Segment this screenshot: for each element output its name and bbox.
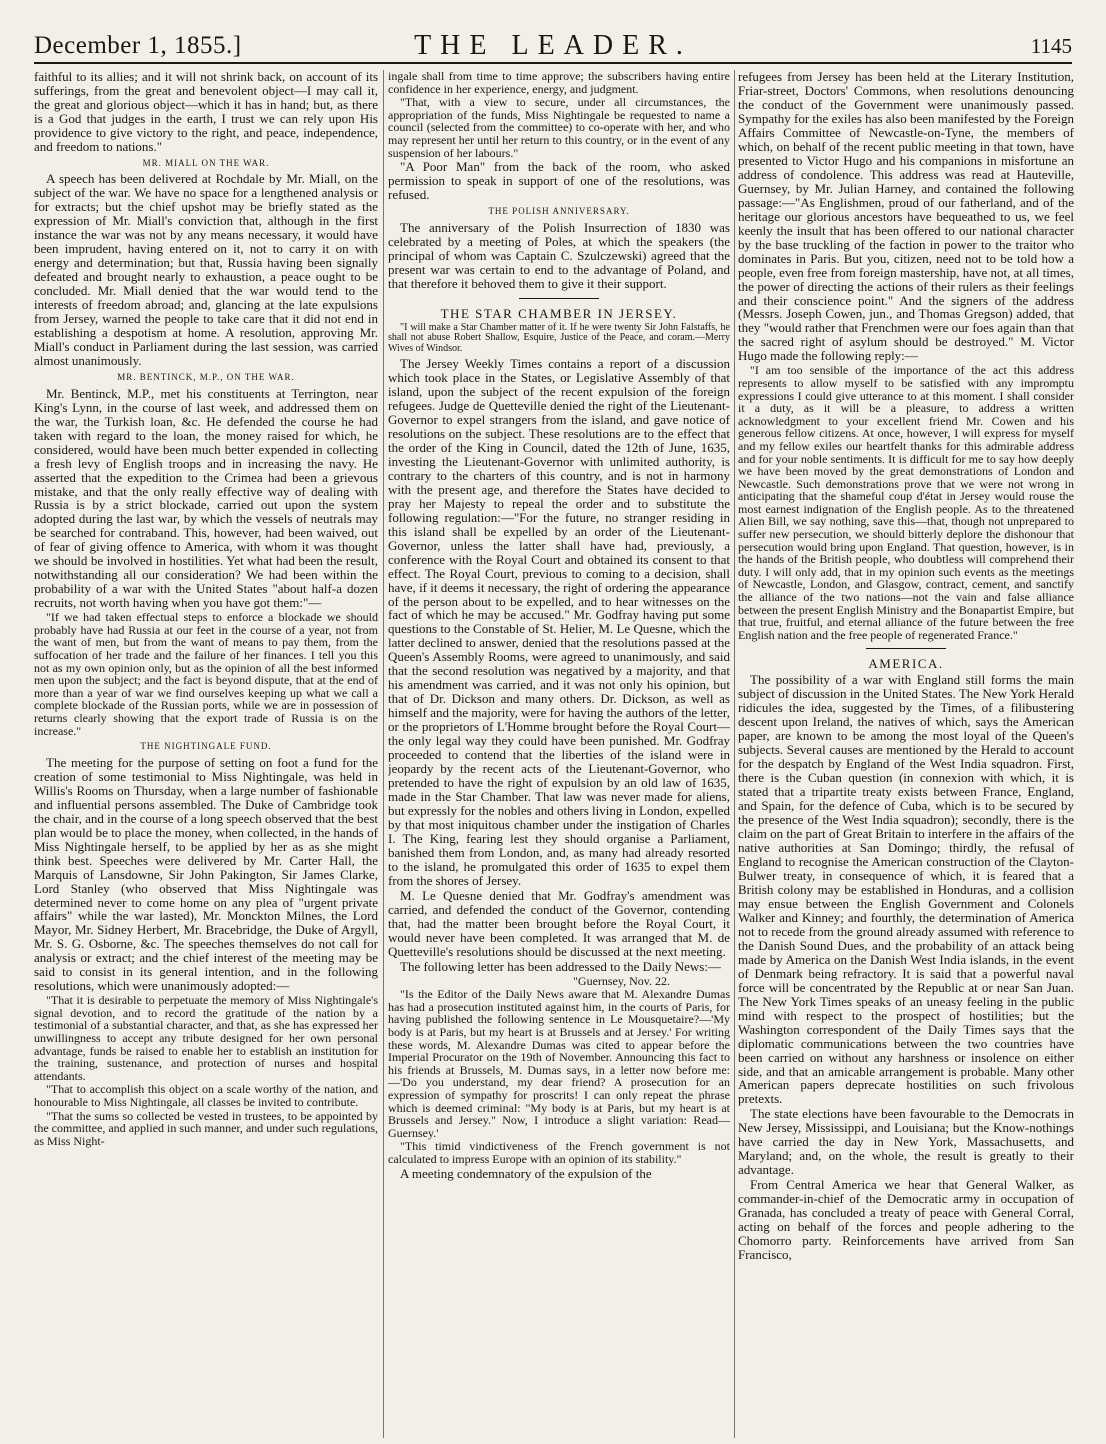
section-heading-polish: THE POLISH ANNIVERSARY. [488,206,630,217]
section-heading-bentinck: MR. BENTINCK, M.P., ON THE WAR. [117,372,295,383]
article-paragraph: "A Poor Man" from the back of the room, who asked permission to speak in support of one of the resolutions, was refused. [388,159,730,203]
section-divider [519,298,599,299]
resolution-continuation: ingale shall from time to time approve; the subscribers having entire confidence in her experience, energy, and judgment. [388,70,730,96]
article-paragraph: Mr. Bentinck, M.P., met his constituents at Terrington, near King's Lynn, in the course of last week, and addressed them on the war, the Turkish loan, &c. He defended the course he had taken with regard to the loan, the money raised for which, he considered, would have been much better expended in collecting a fresh levy of English troops and in increasing the navy. He asserted that the expedition to the Crimea had been a grievous mistake, and that the only really effective way of dealing with Russia is by a strict blockade, carried out upon the system adopted during the last war, by which the vessels of neutrals may be searched for contraband. This, however, had been waived, out of fear of giving offence to America, with whom it was thought we should be involved in hostilities. Yet what had been the result, notwithstanding all our consideration? We had been within the probability of a war with the United States "about half-a dozen recruits, not worth having when you have got them:"— [34,385,378,611]
quoted-paragraph: "If we had taken effectual steps to enforce a blockade we should probably have had Russia at our feet in the course of a year, not from the want of men, but from the want of means to pay them, from the suffocation of her trade and the failure of her finances. I tell you this not as my own opinion only, but as the opinion of all the best informed men upon the subject; and the fact is beyond dispute, that at the end of more than a year of war we find ourselves keeping up what we call a complete blockade of the Russian ports, while we are in possession of returns clearly showing that the export trade of Russia is on the increase." [34,610,378,738]
article-paragraph: A meeting condemnatory of the expulsion of the [400,1165,652,1181]
letter-paragraph: "Is the Editor of the Daily News aware that M. Alexandre Dumas has had a prosecution instituted against him, in the courts of Paris, for having published the following sentence in Le Mousquetaire?—'My body is at Paris, but my heart is at Brussels and at Jersey.' For writing these words, M. Alexandre Dumas was cited to appear before the Imperial Procurator on the 19th of November. Announcing this fact to his friends at Brussels, M. Dumas says, in a letter now before me:—'Do you understand, my dear friend? A prosecution for an expression of sympathy for proscrits! I can only repeat the phrase which is deemed criminal: "My body is at Paris, but my heart is at Brussels and Jersey." Now, I introduce a slight variation: Read—Guernsey.' [388,987,730,1140]
letter-paragraph: "This timid vindictiveness of the French government is not calculated to impress Europe with an opinion of its stability." [388,1139,730,1166]
section-heading-nightingale: THE NIGHTINGALE FUND. [140,741,272,752]
article-paragraph: The following letter has been addressed to the Daily News:— [400,958,721,974]
article-continuation: refugees from Jersey has been held at the Literary Institution, Friar-street, Doctors' Commons, when resolutions denouncing the conduct of the Government were unanimously passed. Sympathy for the exiles has also been manifested by the Foreign Affairs Committee of Newcastle-on-Tyne, the members of which, on behalf of the recent public meeting in that town, have presented to Victor Hugo and his companions in misfortune an address of condolence. This address was read at Hauteville, Guernsey, by Mr. Julian Harney, and contained the following passage:—"As Englishmen, proud of our fatherland, and of the heritage our glorious ancestors have bequeathed to us, we feel keenly the insult that has been offered to our national character by the base truckling of the faction in power to the traitor who dominates in Paris. But you, citizen, need not to be told how a people, even free from foreign mastership, have not, at all times, the power of directing the actions of their rulers as their feelings and their conscience point." And the signers of the address (Messrs. Joseph Cowen, jun., and Thomas Gregson) added, that they "would rather that Frenchmen were our foes again than that the sacred right of asylum should be destroyed." M. Victor Hugo made the following reply:— [738,70,1074,364]
resolution-paragraph: "That to accomplish this object on a scale worthy of the nation, and honourable to Miss Nightingale, all classes be invited to contribute. [34,1082,378,1110]
masthead [34,18,1072,64]
section-heading-miall: MR. MIALL ON THE WAR. [142,157,270,168]
article-paragraph: A speech has been delivered at Rochdale by Mr. Miall, on the subject of the war. We have no space for a lengthened analysis or for extracts; but the chief upshot may be briefly stated as the expression of Mr. Miall's conviction that, although in the first instance the war was not by any means necessary, it would have been imprudent, having entered on it, not to carry it on with energy and determination; but that, Russia having been signally defeated and brought nearly to exhaustion, a peace ought to be concluded. Mr. Miall denied that the war would tend to the interests of freedom abroad; and, glancing at the late expulsions from Jersey, warned the people to take care that it did not end in establishing a despotism at home. A resolution, approving Mr. Miall's conduct in Parliament during the last session, was carried almost unanimously. [34,171,378,369]
page-number: 1145 [1030,34,1072,58]
letter-dateline: "Guernsey, Nov. 22. [573,973,670,988]
column-rule [383,70,384,1438]
column-1 [34,70,378,1438]
article-paragraph: The anniversary of the Polish Insurrection of 1830 was celebrated by a meeting of Poles, at which the speakers (the principal of whom was Captain C. Szulczewski) agreed that the present war was certain to end to the advantage of Poland, and that therefore it behoved them to give it their support. [388,219,730,291]
article-paragraph: M. Le Quesne denied that Mr. Godfray's amendment was carried, and defended the conduct of the Governor, contending that, had the matter been brought before the Royal Court, it would never have been completed. It was arranged that M. de Quetteville's resolutions should be discussed at the next meeting. [388,887,730,959]
section-heading-america: AMERICA. [868,656,944,672]
resolution-paragraph: "That, with a view to secure, under all circumstances, the appropriation of the funds, Miss Nightingale be requested to name a council (selected from the committee) to co-operate with her, and who may represent her until her return to this country, or in the event of any suspension of her labours." [388,95,730,160]
newspaper-title: THE LEADER. [414,30,692,61]
column-rule [734,70,735,1438]
column-2 [388,70,730,1438]
column-3 [738,70,1074,1438]
epigraph: "I will make a Star Chamber matter of it. If he were twenty Sir John Falstaffs, he shall not abuse Robert Shallow, Esquire, Justice of the Peace, and coram.—Merry Wives of Windsor. [388,321,730,354]
resolution-paragraph: "That it is desirable to perpetuate the memory of Miss Nightingale's signal devotion, and to record the gratitude of the nation by a testimonial of a substantial character, and that, as she has expressed her unwillingness to accept any tribute designed for her own personal advantage, funds be raised to enable her to establish an institution for the training, sustenance, and protection of nurses and hospital attendants. [34,993,378,1083]
quoted-reply: "I am too sensible of the importance of the act this address represents to allow myself to be satisfied with any impromptu expressions I could give utterance to at this moment. I shall consider it a duty, as it will be a pleasure, to address a written acknowledgment to your excellent friend Mr. Cowen and his generous fellow citizens. At once, however, I will express for myself and my fellow exiles our heartfelt thanks for this admirable address and for your noble sentiments. It is difficult for me to say how deeply we have been moved by the great demonstrations of London and Newcastle. Such demonstrations prove that we were not wrong in anticipating that the shameful coup d'état in Jersey would rouse the most earnest indignation of the English people. As to the threatened Alien Bill, we say nothing, save this—that, though not unprepared to suffer new persecution, we should bitterly deplore the dishonour that persecution would bring upon England. That question, however, is in the hands of the British people, who doubtless will comprehend their duty. I will only add, that in my opinion such events as the meetings of Newcastle, London, and Glasgow, contract, cement, and sanctify the alliance of the two nations—not the vain and false alliance between the present English Ministry and the Bonapartist Empire, but that true, fruitful, and eternal alliance of the future between the free English nation and the free people of regenerated France." [738,363,1074,642]
article-paragraph: The Jersey Weekly Times contains a report of a discussion which took place in the States, or Legislative Assembly of that island, upon the subject of the recent expulsion of the foreign refugees. Judge de Quetteville denied the right of the Lieutenant-Governor to expel strangers from the island, and gave notice of resolutions on the subject. These resolutions are to the effect that the order of the King in Council, dated the 12th of June, 1635, investing the Lieutenant-Governor with unlimited authority, is contrary to the charters of this country, and is not in harmony with the present age, and therefore the States have decided to pray her Majesty to repeal the order and to substitute the following regulation:—"For the future, no stranger residing in this island shall be expelled by an order of the Lieutenant-Governor, unless the latter shall have had, previously, a conference with the Royal Court and obtained its consent to that effect. The Royal Court, previous to coming to a decision, shall have, if it deems it necessary, the right of ordering the appearance of the person about to be expelled, and to hear witnesses on the fact of which he may be accused." Mr. Godfray having put some questions to the Constable of St. Helier, M. Le Quesne, which the latter declined to answer, denied that the resolutions passed at the Queen's Assembly Rooms, were agreed to unanimously, and said that the second resolution was negatived by a majority, and that his amendment was carried, and it was not only his opinion, but that of Dr. Dickson and many others. Dr. Dickson, as well as himself and the majority, were for having the authors of the letter, or the proprietors of L'Homme brought before the Royal Court—the only legal way they could have been punished. Mr. Godfray proceeded to contend that the liberties of the island were in jeopardy by the recent acts of the Lieutenant-Governor, who pretended to have the right of expulsion by an old law of 1635, made in the Star Chamber. That law was never made for aliens, but expressly for the nobles and others living in London, expelled by that most iniquitous chamber under the instigation of Charles I. The King, fearing lest they should organise a Parliament, banished them from London, and, as many had already resorted to the island, he promulgated this order of 1635 to expel them from the shores of Jersey. [388,356,730,888]
article-paragraph: The state elections have been favourable to the Democrats in New Jersey, Mississippi, and Louisiana; but the Know-nothings have carried the day in New York, Massachusetts, and Maryland; and, on the whole, the result is greatly to their advantage. [738,1106,1074,1178]
article-paragraph: The meeting for the purpose of setting on foot a fund for the creation of some testimonial to Miss Nightingale, was held in Willis's Rooms on Thursday, when a large number of fashionable and influential persons assembled. The Duke of Cambridge took the chair, and in the course of a long speech observed that the best plan would be to place the money, when collected, in the hands of Miss Nightingale herself, to be applied by her as as she might think best. Speeches were delivered by Mr. Carter Hall, the Marquis of Lansdowne, Sir John Pakington, Sir James Clarke, Lord Stanley (who observed that Miss Nightingale was determined never to come home on any plea of "urgent private affairs" while the war lasted), Mr. Monckton Milnes, the Lord Mayor, Mr. Sidney Herbert, Mr. Bracebridge, the Duke of Argyll, Mr. S. G. Osborne, &c. The speeches themselves do not call for analysis or extract; and the chief interest of the meeting may be said to consist in its general intention, and in the following resolutions, which were unanimously adopted:— [34,754,378,994]
issue-date: December 1, 1855.] [34,32,242,59]
section-heading-star-chamber: THE STAR CHAMBER IN JERSEY. [440,305,678,321]
article-paragraph: The possibility of a war with England still forms the main subject of discussion in the United States. The New York Herald ridicules the idea, suggested by the Times, of a filibustering descent upon Ireland, the natives of which, says the American paper, are known to be among the most loyal of the Queen's subjects. Several causes are mentioned by the Herald to account for the despatch by England of the West India squadron. First, there is the Cuban question (in connexion with which, it is stated that a tripartite treaty exists between France, England, and Spain, for the defence of Cuba, which is to be secured by the presence of the West India squadron); secondly, there is the claim on the part of Great Britain to interfere in the affairs of the native authorities at San Domingo; thirdly, the refusal of England to recognise the American construction of the Clayton-Bulwer treaty, in consequence of which, it is feared that a British colony may be established in Honduras, and a collision may ensue between the English Government and Colonels Walker and Kinney; and fourthly, the determination of America not to recede from the ground already assumed with reference to the Danish Sound Dues, and the probability of an attack being made by America on the Danish West India islands, in the event of Denmark being refractory. It is said that a powerful naval force will be concentrated by the Republic at or near San Juan. The New York Times speaks of an uneasy feeling in the public mind with respect to the prospect of hostilities; but the Washington correspondent of the Daily Times says that the diplomatic communications between the two countries have been carried on without any harshness or insolence on either side, and that an amicable arrangement is probable. Many other American papers deprecate hostilities on such frivolous pretexts. [738,672,1074,1107]
article-paragraph: From Central America we hear that General Walker, as commander-in-chief of the Democratic army in occupation of Granada, has concluded a treaty of peace with General Corral, acting on behalf of the forces and people adhering to the Chomorro party. Reinforcements have arrived from San Francisco, [738,1177,1074,1263]
resolution-paragraph: "That the sums so collected be vested in trustees, to be appointed by the committee, and applied in such manner, and under such regulations, as Miss Night- [34,1108,378,1148]
article-continuation: faithful to its allies; and it will not shrink back, on account of its sufferings, from the great and benevolent object—I may call it, the great and glorious object—which it has in hand; but, as there is a God that judges in the earth, I trust we can rely upon His providence to give victory to the right, and peace, independence, and freedom to nations." [34,70,378,154]
section-divider [866,648,946,649]
